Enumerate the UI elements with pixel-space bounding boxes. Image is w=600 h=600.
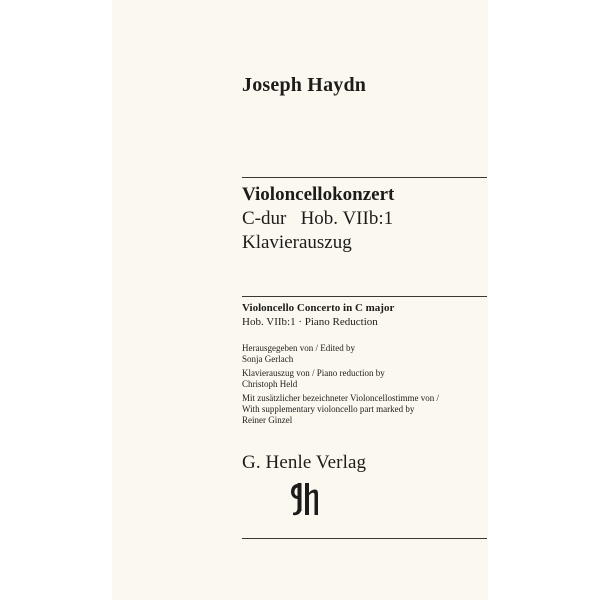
editor-name: Sonja Gerlach — [242, 354, 294, 364]
german-title-block — [242, 183, 394, 255]
cello-label-line-1: Mit zusätzlicher bezeichneter Violoncellostimme von / — [242, 393, 439, 403]
german-title: Violoncellokonzert — [242, 184, 395, 205]
composer-name: Joseph Haydn — [242, 74, 367, 96]
german-edition-type: Klavierauszug — [242, 232, 352, 253]
english-catalog-edition: Hob. VIIb:1 · Piano Reduction — [242, 316, 378, 328]
divider-bottom — [242, 538, 487, 539]
editor-credit — [242, 343, 439, 365]
divider-middle — [242, 296, 487, 297]
credits-block — [242, 343, 439, 426]
score-cover — [112, 0, 488, 600]
piano-credit — [242, 368, 439, 390]
english-title: Violoncello Concerto in C major — [242, 302, 395, 314]
divider-top — [242, 177, 487, 178]
piano-arranger-name: Christoph Held — [242, 379, 298, 389]
henle-monogram-icon — [286, 480, 322, 518]
english-title-block — [242, 301, 394, 329]
cello-label-line-2: With supplementary violoncello part marked by — [242, 404, 415, 414]
cello-credit — [242, 393, 439, 426]
cello-marker-name: Reiner Ginzel — [242, 415, 293, 425]
editor-label: Herausgegeben von / Edited by — [242, 343, 355, 353]
piano-label: Klavierauszug von / Piano reduction by — [242, 368, 385, 378]
publisher-name: G. Henle Verlag — [242, 452, 367, 473]
german-key-catalog: C-dur Hob. VIIb:1 — [242, 208, 394, 229]
